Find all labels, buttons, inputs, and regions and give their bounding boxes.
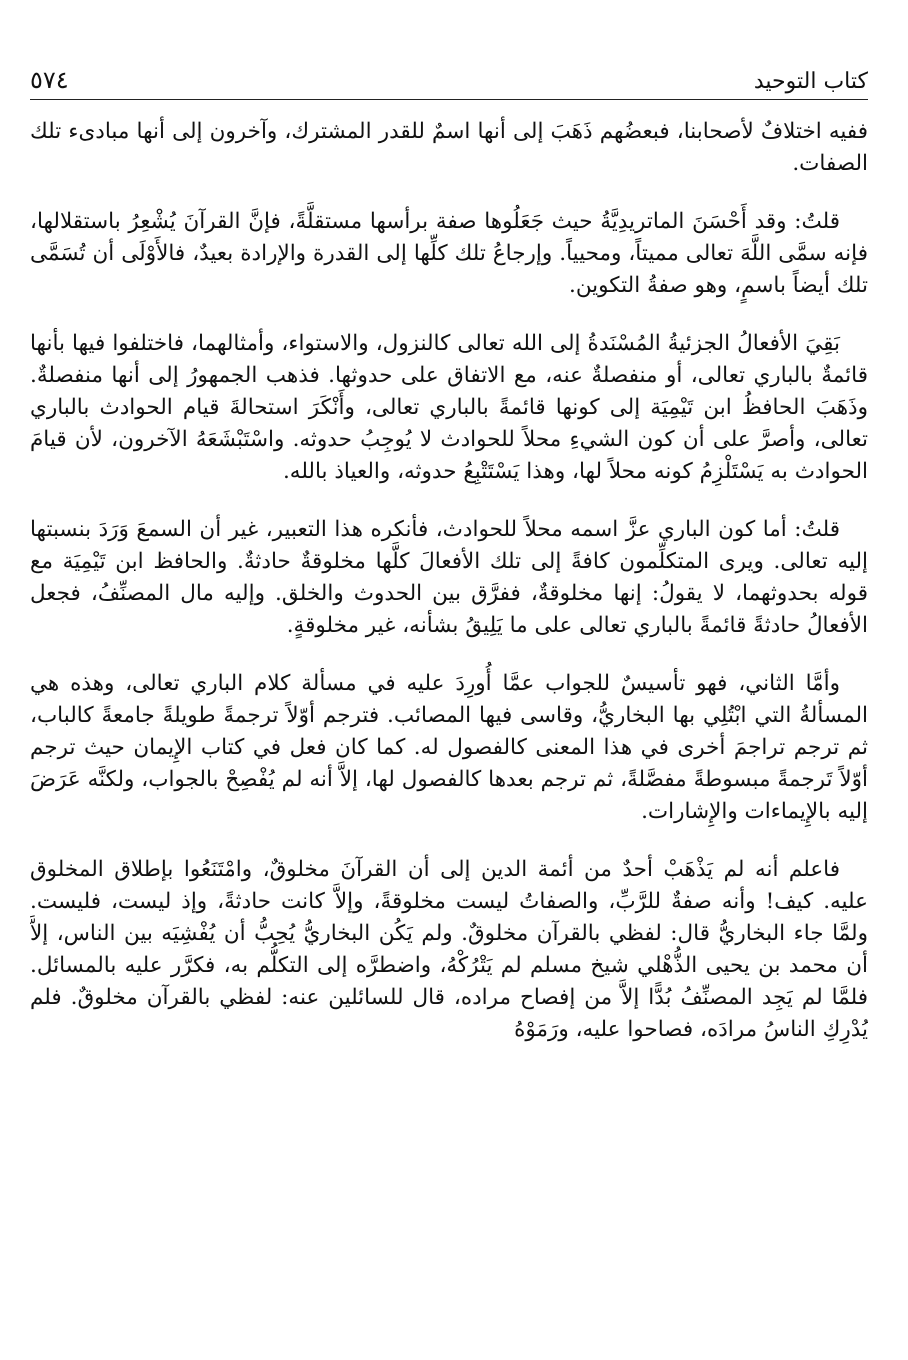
paragraph: قلتُ: أما كون الباري عزَّ اسمه محلاً للحوادث، فأنكره هذا التعبير، غير أن السمعَ وَرَدَ بنسبتها إليه تعالى. ويرى المتكلِّمون كافةً إلى تلك الأفعالَ كلَّها مخلوقةٌ حادثةٌ. والحافظ ابن تَيْمِيَة مع قوله بحدوثهما، لا يقولُ: إنها مخلوقةٌ، ففرَّق بين الحدوث والخلق. وإليه مال المصنِّفُ، فجعل الأفعالُ حادثةً قائمةً بالباري تعالى على ما يَلِيقُ بشأنه، غير مخلوقةٍ.: [30, 517, 868, 638]
running-title: كتاب التوحيد: [753, 69, 868, 94]
page-body: [30, 116, 868, 1346]
header-rule: [30, 99, 868, 100]
paragraph: فاعلم أنه لم يَذْهَبْ أحدٌ من أئمة الدين إلى أن القرآنَ مخلوقٌ، وامْتَنَعُوا بإطلاق المخلوق عليه. كيف! وأنه صفةٌ للرَّبِّ، والصفاتُ ليست مخلوقةً، وإلاَّ كانت حادثةً، وإذ ليست، فليست. ولمَّا جاء البخاريُّ قال: لفظي بالقرآن مخلوقٌ. ولم يَكُن البخاريُّ يُحِبُّ أن يُفْشِيَه بين الناس، إلاَّ أن محمد بن يحيى الذُّهْلي شيخ مسلم لم يَتْرُكْهُ، واضطرَّه إلى التكلُّم به، فكرَّر عليه بالمسائل. فلمَّا لم يَجِد المصنِّفُ بُدًّا إلاَّ من إفصاح مراده، قال للسائلين عنه: لفظي بالقرآن مخلوقٌ. فلم يُدْرِكِ الناسُ مرادَه، فصاحوا عليه، ورَمَوْهُ: [30, 857, 868, 1042]
paragraph: بَقِيَ الأفعالُ الجزئيةُ المُسْنَدةُ إلى الله تعالى كالنزول، والاستواء، وأمثالهما، فاختلفوا فيها بأنها قائمةٌ بالباري تعالى، أو منفصلةٌ عنه، مع الاتفاق على حدوثها. فذهب الجمهورُ إلى أنها منفصلةٌ. وذَهَبَ الحافظُ ابن تَيْمِيَة إلى كونها قائمةً بالباري تعالى، وأَنْكَرَ استحالةَ قيام الحوادث بالباري تعالى، وأصرَّ على أن كون الشيءِ محلاً للحوادث لا يُوجِبُ حدوثه. واسْتَبْشَعَهُ الآخرون، لأن قيامَ الحوادث به يَسْتَلْزِمُ كونه محلاً لها، وهذا يَسْتَتْبِعُ حدوثه، والعياذ بالله.: [30, 331, 868, 484]
paragraph: ففيه اختلافٌ لأصحابنا، فبعضُهم ذَهَبَ إلى أنها اسمٌ للقدر المشترك، وآخرون إلى أنها مبادىء تلك الصفات.: [30, 119, 868, 176]
page-number: ٥٧٤: [30, 66, 69, 94]
paragraph: وأمَّا الثاني، فهو تأسيسٌ للجواب عمَّا أُورِدَ عليه في مسألة كلام الباري تعالى، وهذه هي المسألةُ التي ابْتُلِي بها البخاريُّ، وقاسى فيها المصائب. فترجم أوّلاً ترجمةً طويلةً جامعةً كالباب، ثم ترجم تراجمَ أخرى في هذا المعنى كالفصول له. كما كان فعل في كتاب الإِيمان حيث ترجم أوّلاً تَرجمةً مبسوطةً مفصَّلةً، ثم ترجم بعدها كالفصول لها، إلاَّ أنه لم يُفْصِحْ بالجواب، ولكنَّه عَرَضَ إليه بالإِيماءات والإِشارات.: [30, 671, 868, 824]
page-header: [30, 60, 868, 94]
paragraph: قلتُ: وقد أَحْسَنَ الماتريدِيَّةُ حيث جَعَلُوها صفة برأسها مستقلَّةً، فإنَّ القرآنَ يُشْعِرُ باستقلالها، فإنه سمَّى اللَّهَ تعالى مميتاً، ومحيياً. وإرجاعُ تلك كلِّها إلى القدرة والإرادة بعيدٌ، فالأَوْلَى أن تُسَمَّى تلك أيضاً باسمٍ، وهو صفةُ التكوين.: [30, 209, 868, 298]
